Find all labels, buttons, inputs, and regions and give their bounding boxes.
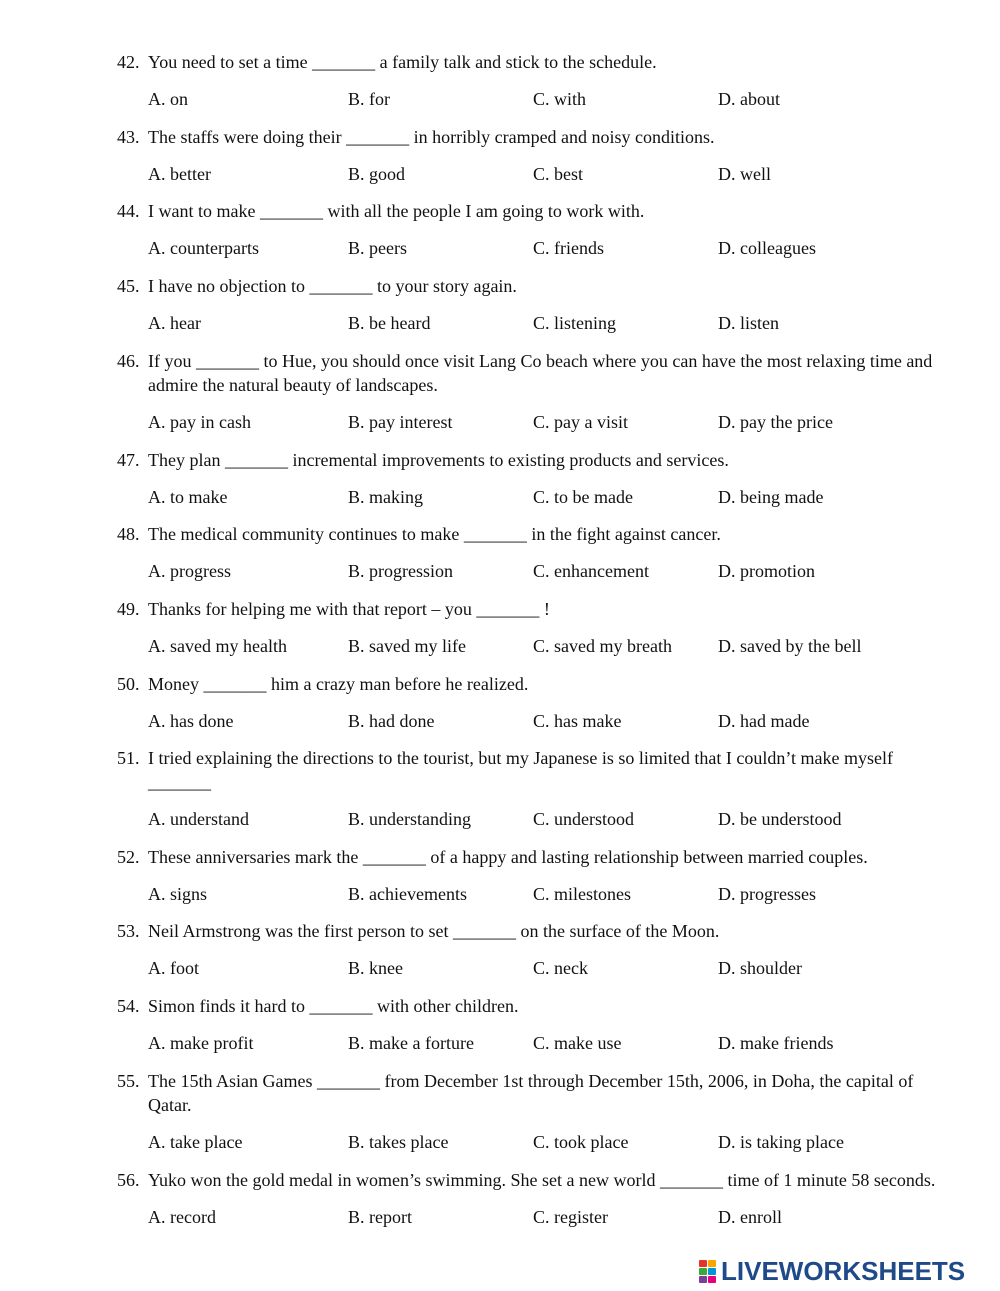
logo-mark-block (708, 1268, 716, 1275)
question-46 (117, 349, 947, 434)
option-a[interactable]: A. has done (148, 711, 234, 731)
option-a[interactable]: A. better (148, 164, 211, 184)
options-row (117, 807, 947, 831)
question-number: 46. (117, 351, 140, 371)
question-50 (117, 672, 947, 733)
option-b[interactable]: B. understanding (348, 809, 471, 829)
question-stem: The medical community continues to make _______ in the fight against cancer. (148, 524, 721, 544)
logo-mark-block (708, 1276, 716, 1283)
question-48 (117, 522, 947, 583)
question-56 (117, 1168, 947, 1229)
options-row (117, 162, 947, 186)
option-d[interactable]: D. be understood (718, 809, 842, 829)
option-b[interactable]: B. had done (348, 711, 435, 731)
options-row (117, 485, 947, 509)
question-47 (117, 448, 947, 509)
option-d[interactable]: D. listen (718, 313, 779, 333)
options-row (117, 1205, 947, 1229)
question-stem: The staffs were doing their _______ in horribly cramped and noisy conditions. (148, 127, 715, 147)
option-b[interactable]: B. peers (348, 238, 407, 258)
options-row (117, 709, 947, 733)
question-stem: I want to make _______ with all the people I am going to work with. (148, 201, 645, 221)
logo-mark-icon (698, 1259, 716, 1283)
option-c[interactable]: C. understood (533, 809, 634, 829)
options-row (117, 87, 947, 111)
logo-mark-block (699, 1276, 707, 1283)
question-number: 43. (117, 127, 140, 147)
question-stem: These anniversaries mark the _______ of a happy and lasting relationship between married couples. (148, 847, 868, 867)
option-b[interactable]: B. report (348, 1207, 412, 1227)
option-c[interactable]: C. with (533, 89, 587, 109)
option-c[interactable]: C. took place (533, 1132, 629, 1152)
option-d[interactable]: D. enroll (718, 1207, 782, 1227)
option-c[interactable]: C. neck (533, 958, 588, 978)
options-row (117, 410, 947, 434)
option-c[interactable]: C. enhancement (533, 561, 649, 581)
question-number: 51. (117, 748, 140, 768)
question-number: 53. (117, 921, 140, 941)
question-stem: Yuko won the gold medal in women’s swimming. She set a new world _______ time of 1 minute 58 seconds. (148, 1170, 936, 1190)
option-c[interactable]: C. friends (533, 238, 604, 258)
logo-text: LIVEWORKSHEETS (721, 1255, 966, 1286)
option-d[interactable]: D. pay the price (718, 412, 833, 432)
logo-mark-block (708, 1260, 716, 1267)
option-a[interactable]: A. saved my health (148, 636, 287, 656)
option-b[interactable]: B. achievements (348, 884, 467, 904)
question-stem: If you _______ to Hue, you should once visit Lang Co beach where you can have the most relaxing time and admire the natural beauty of landscapes. (148, 351, 933, 395)
option-d[interactable]: D. is taking place (718, 1132, 844, 1152)
option-c[interactable]: C. saved my breath (533, 636, 672, 656)
option-b[interactable]: B. pay interest (348, 412, 453, 432)
option-c[interactable]: C. to be made (533, 487, 633, 507)
option-b[interactable]: B. saved my life (348, 636, 466, 656)
option-a[interactable]: A. to make (148, 487, 228, 507)
option-a[interactable]: A. pay in cash (148, 412, 251, 432)
options-row (117, 236, 947, 260)
option-d[interactable]: D. about (718, 89, 780, 109)
question-number: 47. (117, 450, 140, 470)
option-b[interactable]: B. making (348, 487, 423, 507)
option-b[interactable]: B. make a forture (348, 1033, 474, 1053)
question-number: 56. (117, 1170, 140, 1190)
question-number: 48. (117, 524, 140, 544)
question-number: 49. (117, 599, 140, 619)
question-45 (117, 274, 947, 335)
option-b[interactable]: B. for (348, 89, 390, 109)
question-49 (117, 597, 947, 658)
option-b[interactable]: B. be heard (348, 313, 431, 333)
option-c[interactable]: C. listening (533, 313, 617, 333)
option-d[interactable]: D. promotion (718, 561, 815, 581)
question-number: 52. (117, 847, 140, 867)
question-stem: They plan _______ incremental improvements to existing products and services. (148, 450, 729, 470)
liveworksheets-logo (698, 1256, 965, 1286)
option-c[interactable]: C. has make (533, 711, 622, 731)
question-number: 55. (117, 1071, 140, 1091)
option-d[interactable]: D. make friends (718, 1033, 834, 1053)
options-row (117, 634, 947, 658)
question-number: 50. (117, 674, 140, 694)
question-stem: Money _______ him a crazy man before he realized. (148, 674, 529, 694)
option-a[interactable]: A. make profit (148, 1033, 254, 1053)
option-d[interactable]: D. had made (718, 711, 810, 731)
option-d[interactable]: D. progresses (718, 884, 816, 904)
option-c[interactable]: C. milestones (533, 884, 631, 904)
logo-mark-block (699, 1260, 707, 1267)
question-42 (117, 50, 947, 111)
question-number: 42. (117, 52, 140, 72)
logo-mark-block (699, 1268, 707, 1275)
option-b[interactable]: B. knee (348, 958, 403, 978)
options-row (117, 882, 947, 906)
option-a[interactable]: A. signs (148, 884, 208, 904)
option-c[interactable]: C. make use (533, 1033, 622, 1053)
option-c[interactable]: C. register (533, 1207, 608, 1227)
option-d[interactable]: D. saved by the bell (718, 636, 862, 656)
option-b[interactable]: B. progression (348, 561, 453, 581)
question-stem: You need to set a time _______ a family talk and stick to the schedule. (148, 52, 657, 72)
option-a[interactable]: A. progress (148, 561, 231, 581)
question-stem: Neil Armstrong was the first person to set _______ on the surface of the Moon. (148, 921, 720, 941)
question-54 (117, 994, 947, 1055)
option-d[interactable]: D. shoulder (718, 958, 802, 978)
options-row (117, 1031, 947, 1055)
question-stem: The 15th Asian Games _______ from December 1st through December 15th, 2006, in Doha, the capital of Qatar. (148, 1071, 914, 1115)
option-c[interactable]: C. best (533, 164, 584, 184)
question-51 (117, 746, 947, 831)
question-stem: Simon finds it hard to _______ with other children. (148, 996, 519, 1016)
option-a[interactable]: A. foot (148, 958, 199, 978)
options-row (117, 559, 947, 583)
option-a[interactable]: A. record (148, 1207, 216, 1227)
question-number: 44. (117, 201, 140, 221)
question-number: 54. (117, 996, 140, 1016)
option-c[interactable]: C. pay a visit (533, 412, 628, 432)
option-a[interactable]: A. hear (148, 313, 201, 333)
option-a[interactable]: A. understand (148, 809, 249, 829)
question-43 (117, 125, 947, 186)
option-d[interactable]: D. colleagues (718, 238, 816, 258)
option-d[interactable]: D. well (718, 164, 771, 184)
options-row (117, 956, 947, 980)
question-55 (117, 1069, 947, 1154)
question-44 (117, 199, 947, 260)
option-a[interactable]: A. on (148, 89, 188, 109)
option-a[interactable]: A. counterparts (148, 238, 259, 258)
option-d[interactable]: D. being made (718, 487, 824, 507)
option-a[interactable]: A. take place (148, 1132, 243, 1152)
option-b[interactable]: B. good (348, 164, 406, 184)
options-row (117, 1130, 947, 1154)
options-row (117, 311, 947, 335)
question-stem: I tried explaining the directions to the tourist, but my Japanese is so limited that I couldn’t make myself _______ (148, 748, 894, 792)
question-53 (117, 919, 947, 980)
question-stem: I have no objection to _______ to your story again. (148, 276, 517, 296)
question-number: 45. (117, 276, 140, 296)
option-b[interactable]: B. takes place (348, 1132, 449, 1152)
question-stem: Thanks for helping me with that report – you _______ ! (148, 599, 550, 619)
question-52 (117, 845, 947, 906)
